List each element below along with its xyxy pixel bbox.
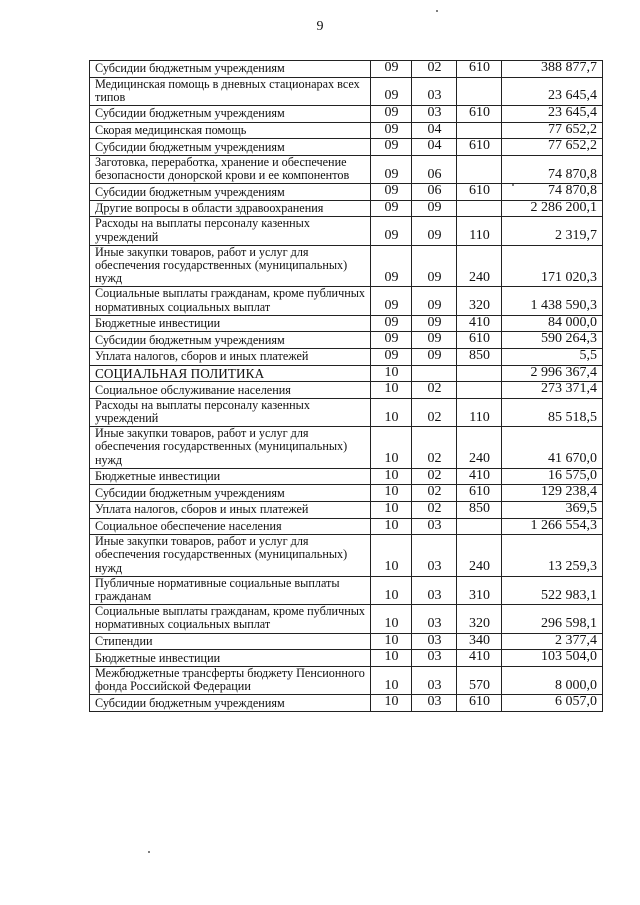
amount-cell: 2 377,4 [502,633,603,650]
amount-cell: 2 996 367,4 [502,365,603,382]
budget-allocation-table [89,60,603,712]
table-row [90,576,603,604]
table-row [90,695,603,712]
expense-type-code-cell: 410 [457,315,502,332]
expense-name-cell: Расходы на выплаты персоналу казенных учреждений [90,217,371,245]
subsection-code-cell: 06 [412,155,457,183]
expense-name-cell: Другие вопросы в области здравоохранения [90,200,371,217]
section-code-cell: 09 [371,245,412,287]
subsection-code-cell: 02 [412,468,457,485]
subsection-code-cell: 09 [412,200,457,217]
subsection-code-cell: 02 [412,382,457,399]
expense-name-cell: Социальные выплаты гражданам, кроме публичных нормативных социальных выплат [90,287,371,315]
expense-name-cell: Бюджетные инвестиции [90,468,371,485]
subsection-code-cell: 03 [412,106,457,123]
expense-type-code-cell: 610 [457,139,502,156]
table-row [90,200,603,217]
section-code-cell: 10 [371,695,412,712]
expense-name-cell: Субсидии бюджетным учреждениям [90,61,371,78]
amount-cell: 5,5 [502,348,603,365]
expense-name-cell: СОЦИАЛЬНАЯ ПОЛИТИКА [90,365,371,382]
budget-table-body [90,61,603,712]
table-row [90,245,603,287]
subsection-code-cell: 09 [412,332,457,349]
expense-type-code-cell: 610 [457,184,502,201]
section-code-cell: 10 [371,468,412,485]
expense-type-code-cell: 310 [457,576,502,604]
subsection-code-cell: 03 [412,666,457,694]
table-row [90,139,603,156]
table-row [90,398,603,426]
expense-type-code-cell: 320 [457,605,502,633]
expense-type-code-cell: 850 [457,348,502,365]
expense-name-cell: Субсидии бюджетным учреждениям [90,184,371,201]
expense-type-code-cell [457,77,502,105]
amount-cell: 85 518,5 [502,398,603,426]
amount-cell: 1 266 554,3 [502,518,603,535]
subsection-code-cell: 02 [412,485,457,502]
subsection-code-cell: 03 [412,518,457,535]
subsection-code-cell: 09 [412,348,457,365]
expense-name-cell: Бюджетные инвестиции [90,650,371,667]
subsection-code-cell: 02 [412,427,457,469]
expense-type-code-cell [457,155,502,183]
section-code-cell: 10 [371,485,412,502]
section-code-cell: 10 [371,382,412,399]
table-row [90,485,603,502]
expense-name-cell: Межбюджетные трансферты бюджету Пенсионного фонда Российской Федерации [90,666,371,694]
expense-type-code-cell: 410 [457,468,502,485]
subsection-code-cell: 03 [412,576,457,604]
expense-type-code-cell: 610 [457,695,502,712]
section-code-cell: 10 [371,650,412,667]
section-code-cell: 09 [371,332,412,349]
table-row [90,155,603,183]
expense-name-cell: Скорая медицинская помощь [90,122,371,139]
amount-cell: 8 000,0 [502,666,603,694]
section-code-cell: 10 [371,633,412,650]
expense-name-cell: Медицинская помощь в дневных стационарах всех типов [90,77,371,105]
table-row [90,184,603,201]
expense-type-code-cell: 110 [457,217,502,245]
subsection-code-cell: 09 [412,217,457,245]
table-row [90,217,603,245]
expense-name-cell: Публичные нормативные социальные выплаты гражданам [90,576,371,604]
expense-name-cell: Субсидии бюджетным учреждениям [90,485,371,502]
expense-type-code-cell: 410 [457,650,502,667]
expense-type-code-cell: 610 [457,332,502,349]
section-code-cell: 10 [371,535,412,577]
section-code-cell: 09 [371,287,412,315]
section-code-cell: 09 [371,315,412,332]
amount-cell: 41 670,0 [502,427,603,469]
amount-cell: 74 870,8 [502,184,603,201]
subsection-code-cell: 03 [412,650,457,667]
amount-cell: 16 575,0 [502,468,603,485]
amount-cell: 74 870,8 [502,155,603,183]
table-row [90,77,603,105]
expense-name-cell: Социальное обслуживание населения [90,382,371,399]
expense-type-code-cell: 610 [457,485,502,502]
expense-name-cell: Социальное обеспечение населения [90,518,371,535]
expense-type-code-cell: 850 [457,501,502,518]
expense-name-cell: Уплата налогов, сборов и иных платежей [90,501,371,518]
table-row [90,535,603,577]
expense-type-code-cell: 570 [457,666,502,694]
amount-cell: 103 504,0 [502,650,603,667]
table-row [90,315,603,332]
expense-name-cell: Бюджетные инвестиции [90,315,371,332]
subsection-code-cell: 09 [412,315,457,332]
amount-cell: 23 645,4 [502,77,603,105]
section-code-cell: 10 [371,427,412,469]
amount-cell: 273 371,4 [502,382,603,399]
section-code-cell: 10 [371,666,412,694]
section-code-cell: 10 [371,518,412,535]
amount-cell: 171 020,3 [502,245,603,287]
amount-cell: 129 238,4 [502,485,603,502]
amount-cell: 1 438 590,3 [502,287,603,315]
amount-cell: 369,5 [502,501,603,518]
section-code-cell: 09 [371,77,412,105]
amount-cell: 2 319,7 [502,217,603,245]
subsection-code-cell: 03 [412,535,457,577]
section-code-cell: 09 [371,217,412,245]
section-code-cell: 09 [371,106,412,123]
expense-name-cell: Социальные выплаты гражданам, кроме публичных нормативных социальных выплат [90,605,371,633]
subsection-code-cell: 03 [412,605,457,633]
section-code-cell: 09 [371,61,412,78]
table-row [90,633,603,650]
expense-name-cell: Субсидии бюджетным учреждениям [90,106,371,123]
scan-speck [148,851,150,853]
amount-cell: 6 057,0 [502,695,603,712]
expense-type-code-cell: 240 [457,245,502,287]
expense-type-code-cell: 340 [457,633,502,650]
expense-type-code-cell: 240 [457,535,502,577]
amount-cell: 388 877,7 [502,61,603,78]
table-row [90,518,603,535]
expense-type-code-cell [457,200,502,217]
expense-name-cell: Иные закупки товаров, работ и услуг для обеспечения государственных (муниципальных) нужд [90,427,371,469]
subsection-code-cell: 09 [412,287,457,315]
section-code-cell: 09 [371,155,412,183]
table-row [90,501,603,518]
table-row [90,666,603,694]
section-code-cell: 10 [371,365,412,382]
subsection-code-cell [412,365,457,382]
expense-type-code-cell [457,365,502,382]
subsection-code-cell: 04 [412,122,457,139]
table-row [90,287,603,315]
subsection-code-cell: 02 [412,398,457,426]
expense-name-cell: Субсидии бюджетным учреждениям [90,695,371,712]
expense-type-code-cell: 320 [457,287,502,315]
amount-cell: 590 264,3 [502,332,603,349]
expense-name-cell: Расходы на выплаты персоналу казенных учреждений [90,398,371,426]
expense-name-cell: Иные закупки товаров, работ и услуг для обеспечения государственных (муниципальных) нужд [90,535,371,577]
expense-name-cell: Иные закупки товаров, работ и услуг для обеспечения государственных (муниципальных) нужд [90,245,371,287]
table-row [90,382,603,399]
table-row [90,332,603,349]
section-code-cell: 09 [371,184,412,201]
expense-name-cell: Субсидии бюджетным учреждениям [90,139,371,156]
subsection-code-cell: 03 [412,77,457,105]
section-code-cell: 09 [371,200,412,217]
subsection-code-cell: 03 [412,695,457,712]
expense-name-cell: Стипендии [90,633,371,650]
table-row [90,468,603,485]
table-row [90,106,603,123]
expense-type-code-cell [457,122,502,139]
table-row [90,605,603,633]
amount-cell: 77 652,2 [502,139,603,156]
expense-name-cell: Заготовка, переработка, хранение и обеспечение безопасности донорской крови и ее компонентов [90,155,371,183]
scan-speck [436,10,438,12]
subsection-code-cell: 09 [412,245,457,287]
amount-cell: 13 259,3 [502,535,603,577]
amount-cell: 2 286 200,1 [502,200,603,217]
amount-cell: 23 645,4 [502,106,603,123]
expense-name-cell: Субсидии бюджетным учреждениям [90,332,371,349]
expense-type-code-cell: 110 [457,398,502,426]
expense-type-code-cell: 610 [457,61,502,78]
amount-cell: 522 983,1 [502,576,603,604]
subsection-code-cell: 02 [412,61,457,78]
subsection-code-cell: 06 [412,184,457,201]
amount-cell: 296 598,1 [502,605,603,633]
table-row [90,122,603,139]
amount-cell: 84 000,0 [502,315,603,332]
section-code-cell: 10 [371,398,412,426]
subsection-code-cell: 02 [412,501,457,518]
section-code-cell: 10 [371,605,412,633]
table-row [90,61,603,78]
subsection-code-cell: 03 [412,633,457,650]
expense-type-code-cell: 610 [457,106,502,123]
section-code-cell: 09 [371,122,412,139]
table-row [90,650,603,667]
table-row [90,348,603,365]
section-code-cell: 09 [371,139,412,156]
expense-type-code-cell [457,382,502,399]
section-code-cell: 09 [371,348,412,365]
page-number: 9 [316,19,324,34]
section-code-cell: 10 [371,501,412,518]
expense-type-code-cell [457,518,502,535]
table-row [90,365,603,382]
subsection-code-cell: 04 [412,139,457,156]
expense-name-cell: Уплата налогов, сборов и иных платежей [90,348,371,365]
expense-type-code-cell: 240 [457,427,502,469]
table-row [90,427,603,469]
amount-cell: 77 652,2 [502,122,603,139]
section-code-cell: 10 [371,576,412,604]
